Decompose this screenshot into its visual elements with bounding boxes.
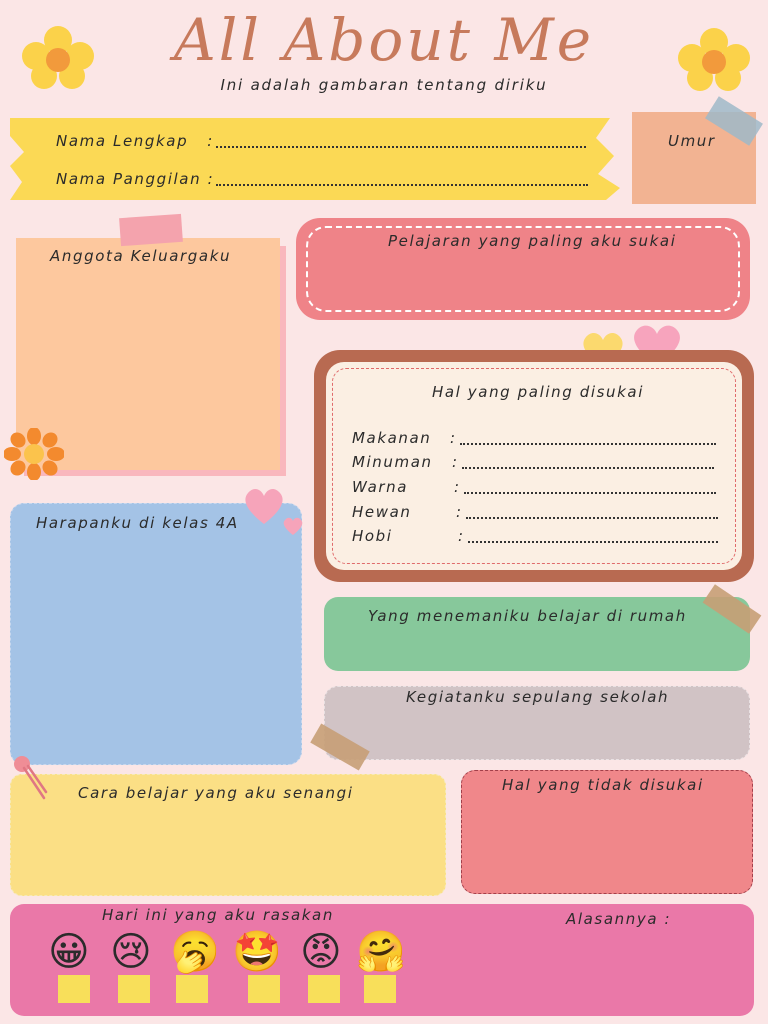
emoji-hugging-icon: 🤗 bbox=[356, 929, 406, 975]
emoji-angry-icon: 😡 bbox=[300, 929, 342, 975]
after-school-label: Kegiatanku sepulang sekolah bbox=[406, 688, 670, 706]
favorite-color-sep: : bbox=[454, 478, 461, 496]
study-companion-label: Yang menemaniku belajar di rumah bbox=[368, 607, 687, 625]
reason-field[interactable] bbox=[560, 932, 744, 1006]
hopes-card[interactable] bbox=[10, 503, 302, 765]
hobby-sep: : bbox=[458, 527, 465, 545]
learning-style-label: Cara belajar yang aku senangi bbox=[78, 784, 354, 802]
favorite-food-field[interactable] bbox=[460, 443, 716, 445]
age-label: Umur bbox=[668, 132, 716, 150]
hobby-field[interactable] bbox=[468, 541, 718, 543]
favorites-title: Hal yang paling disukai bbox=[432, 383, 644, 401]
name-banner bbox=[10, 116, 630, 202]
favorite-drink-sep: : bbox=[452, 453, 459, 471]
emoji-checkbox[interactable] bbox=[364, 975, 396, 1003]
nickname-label: Nama Panggilan : bbox=[56, 170, 215, 188]
emoji-yawning-icon: 🥱 bbox=[170, 929, 220, 975]
emoji-starstruck-icon: 🤩 bbox=[232, 929, 282, 975]
paperclip-icon bbox=[10, 752, 50, 804]
heart-small-icon bbox=[282, 516, 304, 536]
emoji-checkbox[interactable] bbox=[118, 975, 150, 1003]
favorite-animal-sep: : bbox=[456, 503, 463, 521]
favorite-drink-field[interactable] bbox=[462, 467, 714, 469]
emoji-grinning-icon: 😀 bbox=[48, 929, 90, 975]
favorite-food-sep: : bbox=[450, 429, 457, 447]
favorite-animal-label: Hewan bbox=[352, 503, 412, 521]
emoji-checkbox[interactable] bbox=[248, 975, 280, 1003]
hobby-label: Hobi bbox=[352, 527, 393, 545]
full-name-field[interactable] bbox=[216, 146, 586, 148]
orange-flower-icon bbox=[4, 428, 64, 480]
favorite-color-field[interactable] bbox=[464, 492, 716, 494]
favorite-animal-field[interactable] bbox=[466, 517, 718, 519]
reason-label: Alasannya : bbox=[566, 910, 672, 928]
emoji-checkbox[interactable] bbox=[58, 975, 90, 1003]
favorite-subject-label: Pelajaran yang paling aku sukai bbox=[388, 232, 677, 250]
page-subtitle: Ini adalah gambaran tentang diriku bbox=[220, 76, 548, 94]
emoji-checkbox[interactable] bbox=[176, 975, 208, 1003]
hopes-label: Harapanku di kelas 4A bbox=[36, 514, 239, 532]
feelings-label: Hari ini yang aku rasakan bbox=[102, 906, 334, 924]
dislikes-label: Hal yang tidak disukai bbox=[502, 776, 704, 794]
nickname-field[interactable] bbox=[216, 184, 588, 186]
favorite-drink-label: Minuman bbox=[352, 453, 433, 471]
favorite-color-label: Warna bbox=[352, 478, 409, 496]
emoji-checkbox[interactable] bbox=[308, 975, 340, 1003]
emoji-crying-icon: 😢 bbox=[110, 929, 152, 975]
tape-icon bbox=[119, 214, 183, 246]
family-label: Anggota Keluargaku bbox=[50, 247, 232, 265]
heart-pink-icon bbox=[242, 486, 286, 526]
favorite-food-label: Makanan bbox=[352, 429, 432, 447]
full-name-label: Nama Lengkap : bbox=[56, 132, 214, 150]
page-title: All About Me bbox=[173, 6, 595, 74]
